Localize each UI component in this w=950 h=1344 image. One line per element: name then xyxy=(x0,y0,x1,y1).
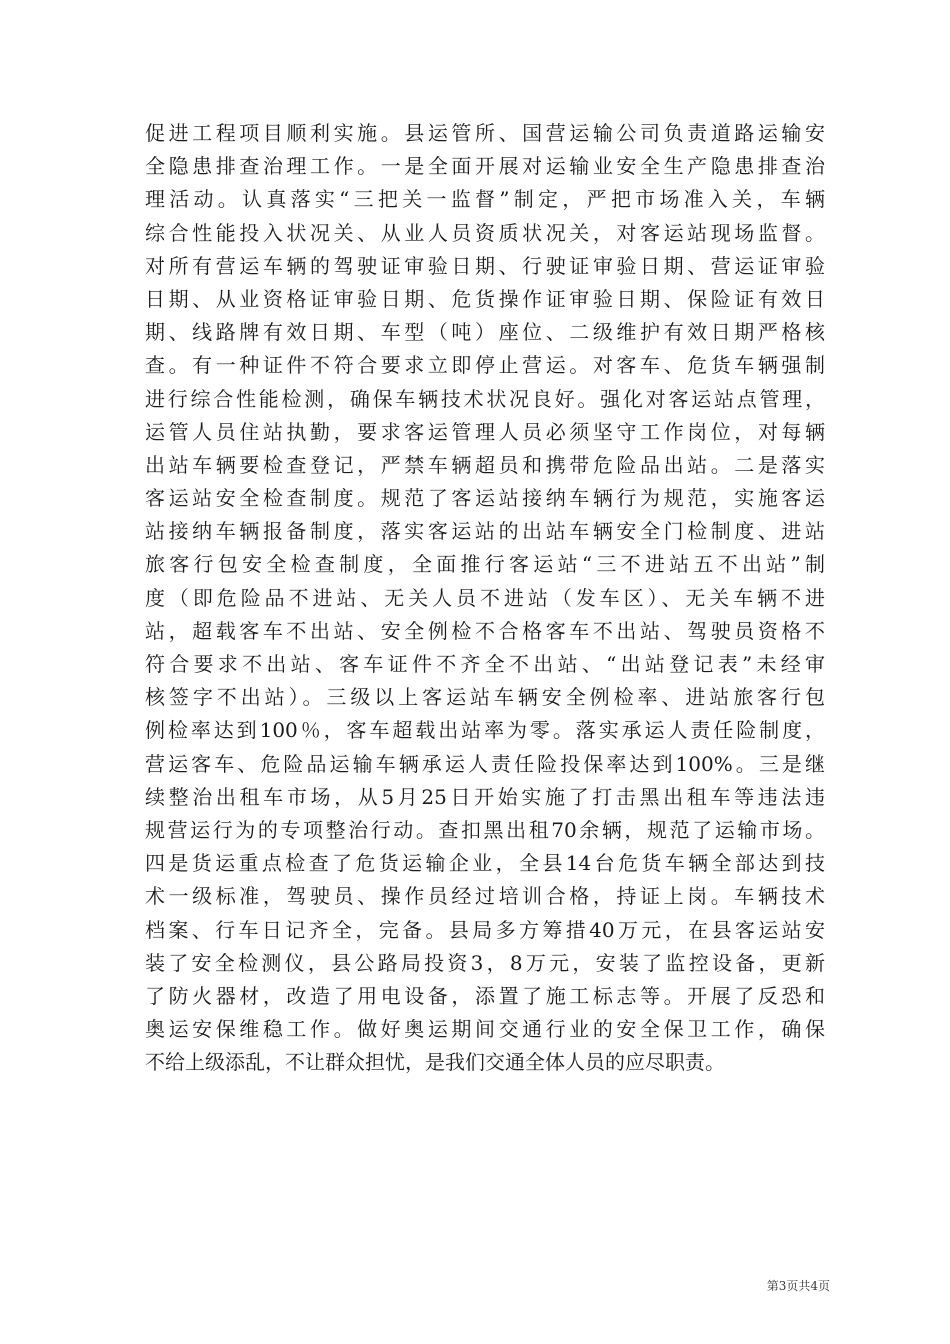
text-line: 站接纳车辆报备制度，落实客运站的出站车辆安全门检制度、进站 xyxy=(145,519,825,544)
text-line: 进行综合性能检测，确保车辆技术状况良好。强化对客运站点管理， xyxy=(145,386,825,411)
text-line: 例检率达到100％，客车超载出站率为零。落实承运人责任险制度， xyxy=(145,718,825,743)
text-line: 核签字不出站）。三级以上客运站车辆安全例检率、进站旅客行包 xyxy=(145,685,825,710)
text-line: 不给上级添乱，不让群众担忧，是我们交通全体人员的应尽职责。 xyxy=(145,1050,725,1075)
text-line: 理活动。认真落实“三把关一监督”制定，严把市场准入关，车辆 xyxy=(145,187,825,212)
text-line: 查。有一种证件不符合要求立即停止营运。对客车、危货车辆强制 xyxy=(145,353,825,378)
text-line: 站，超载客车不出站、安全例检不合格客车不出站、驾驶员资格不 xyxy=(145,618,825,643)
text-line: 全隐患排查治理工作。一是全面开展对运输业安全生产隐患排查治 xyxy=(145,154,825,179)
text-line: 综合性能投入状况关、从业人员资质状况关，对客运站现场监督。 xyxy=(145,220,825,245)
text-line: 装了安全检测仪，县公路局投资3，8万元，安装了监控设备，更新 xyxy=(145,950,825,975)
page-number: 第3页共4页 xyxy=(766,1279,830,1293)
text-line: 促进工程项目顺利实施。县运管所、国营运输公司负责道路运输安 xyxy=(145,121,825,145)
document-body xyxy=(145,117,825,1079)
text-line: 运管人员住站执勤，要求客运管理人员必须坚守工作岗位，对每辆 xyxy=(145,419,825,444)
text-line: 日期、从业资格证审验日期、危货操作证审验日期、保险证有效日 xyxy=(145,286,825,311)
text-line: 术一级标准，驾驶员、操作员经过培训合格，持证上岗。车辆技术 xyxy=(145,884,825,909)
text-line: 客运站安全检查制度。规范了客运站接纳车辆行为规范，实施客运 xyxy=(145,486,825,511)
text-line: 续整治出租车市场，从5月25日开始实施了打击黑出租车等违法违 xyxy=(145,784,825,809)
text-line: 了防火器材，改造了用电设备，添置了施工标志等。开展了反恐和 xyxy=(145,983,825,1008)
text-line: 四是货运重点检查了危货运输企业，全县14台危货车辆全部达到技 xyxy=(145,851,825,876)
text-line: 对所有营运车辆的驾驶证审验日期、行驶证审验日期、营运证审验 xyxy=(145,253,825,278)
text-line: 符合要求不出站、客车证件不齐全不出站、“出站登记表”未经审 xyxy=(145,652,825,676)
text-line: 营运客车、危险品运输车辆承运人责任险投保率达到100%。三是继 xyxy=(145,751,825,776)
text-line: 度（即危险品不进站、无关人员不进站（发车区）、无关车辆不进 xyxy=(145,585,825,610)
text-line: 档案、行车日记齐全，完备。县局多方筹措40万元，在县客运站安 xyxy=(145,917,825,942)
text-line: 规营运行为的专项整治行动。查扣黑出租70余辆，规范了运输市场。 xyxy=(145,817,825,842)
text-line: 旅客行包安全检查制度，全面推行客运站“三不进站五不出站”制 xyxy=(145,552,825,577)
text-line: 期、线路牌有效日期、车型（吨）座位、二级维护有效日期严格核 xyxy=(145,320,825,345)
text-line: 出站车辆要检查登记，严禁车辆超员和携带危险品出站。二是落实 xyxy=(145,452,825,477)
text-line: 奥运安保维稳工作。做好奥运期间交通行业的安全保卫工作，确保 xyxy=(145,1017,825,1042)
